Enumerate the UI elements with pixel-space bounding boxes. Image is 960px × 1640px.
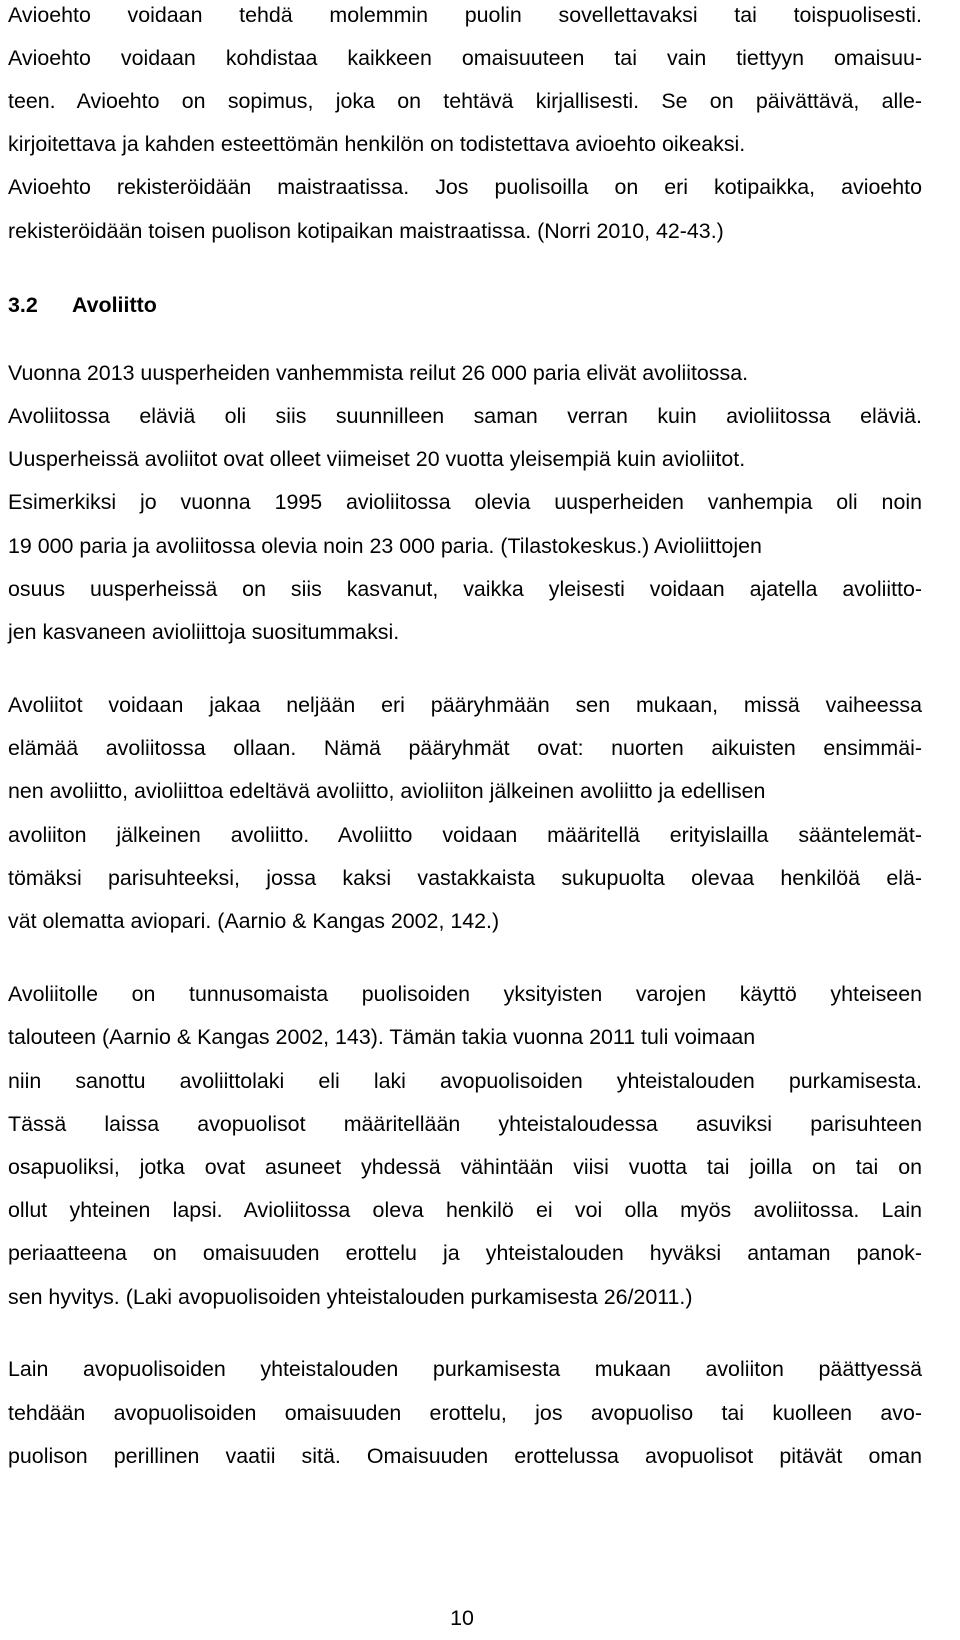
paragraph-2-line: osuus uusperheissä on siis kasvanut, vaikka yleisesti voidaan ajatella avoliitto- — [8, 577, 922, 601]
paragraph-1-line: rekisteröidään toisen puolison kotipaikan maistraatissa. (Norri 2010, 42-43.) — [8, 219, 724, 243]
paragraph-1-line: Avioehto voidaan tehdä molemmin puolin sovellettavaksi tai toispuolisesti. — [8, 3, 922, 27]
paragraph-3-line: vät olematta aviopari. (Aarnio & Kangas 2002, 142.) — [8, 909, 500, 933]
paragraph-4-line: osapuoliksi, jotka ovat asuneet yhdessä vähintään viisi vuotta tai joilla on tai on — [8, 1155, 922, 1179]
paragraph-2-line: Vuonna 2013 uusperheiden vanhemmista reilut 26 000 paria elivät avoliitossa. — [8, 361, 749, 385]
paragraph-3-line: tömäksi parisuhteeksi, jossa kaksi vastakkaista sukupuolta olevaa henkilöä elä- — [8, 866, 922, 890]
paragraph-3-line: Avoliitot voidaan jakaa neljään eri pääryhmään sen mukaan, missä vaiheessa — [8, 693, 922, 717]
paragraph-1-line: teen. Avioehto on sopimus, joka on tehtävä kirjallisesti. Se on päivättävä, alle- — [8, 89, 922, 113]
paragraph-5-line: tehdään avopuolisoiden omaisuuden erottelu, jos avopuoliso tai kuolleen avo- — [8, 1401, 922, 1425]
paragraph-5-line: Lain avopuolisoiden yhteistalouden purkamisesta mukaan avoliiton päättyessä — [8, 1357, 922, 1381]
paragraph-3-line: avoliiton jälkeinen avoliitto. Avoliitto voidaan määritellä erityislailla sääntelemät- — [8, 823, 922, 847]
paragraph-4-line: Tässä laissa avopuolisot määritellään yhteistaloudessa asuviksi parisuhteen — [8, 1112, 922, 1136]
paragraph-2-line: Uusperheissä avoliitot ovat olleet viimeiset 20 vuotta yleisempiä kuin avioliitot. — [8, 447, 746, 471]
paragraph-5-line: puolison perillinen vaatii sitä. Omaisuuden erottelussa avopuolisot pitävät oman — [8, 1444, 922, 1468]
paragraph-1-line: Avioehto voidaan kohdistaa kaikkeen omaisuuteen tai vain tiettyyn omaisuu- — [8, 46, 922, 70]
paragraph-4-line: ollut yhteinen lapsi. Avioliitossa oleva henkilö ei voi olla myös avoliitossa. Lain — [8, 1198, 922, 1222]
paragraph-3-line: nen avoliitto, avioliittoa edeltävä avoliitto, avioliiton jälkeinen avoliitto ja edellisen — [8, 779, 766, 803]
paragraph-4-line: talouteen (Aarnio & Kangas 2002, 143). Tämän takia vuonna 2011 tuli voimaan — [8, 1025, 756, 1049]
section-number: 3.2 — [8, 293, 38, 317]
paragraph-4-line: niin sanottu avoliittolaki eli laki avopuolisoiden yhteistalouden purkamisesta. — [8, 1069, 922, 1093]
paragraph-2-line: Esimerkiksi jo vuonna 1995 avioliitossa olevia uusperheiden vanhempia oli noin — [8, 490, 922, 514]
paragraph-2-line: 19 000 paria ja avoliitossa olevia noin 23 000 paria. (Tilastokeskus.) Avioliittojen — [8, 534, 762, 558]
paragraph-4-line: sen hyvitys. (Laki avopuolisoiden yhteistalouden purkamisesta 26/2011.) — [8, 1285, 693, 1309]
section-heading — [8, 290, 157, 320]
paragraph-2-line: Avoliitossa eläviä oli siis suunnilleen saman verran kuin avioliitossa eläviä. — [8, 404, 922, 428]
paragraph-2-line: jen kasvaneen avioliittoja suositummaksi. — [8, 620, 400, 644]
paragraph-1-line: kirjoitettava ja kahden esteettömän henkilön on todistettava avioehto oikeaksi. — [8, 132, 746, 156]
paragraph-4-line: Avoliitolle on tunnusomaista puolisoiden yksityisten varojen käyttö yhteiseen — [8, 982, 922, 1006]
page-number: 10 — [450, 1606, 474, 1630]
paragraph-4-line: periaatteena on omaisuuden erottelu ja yhteistalouden hyväksi antaman panok- — [8, 1241, 922, 1265]
paragraph-1-line: Avioehto rekisteröidään maistraatissa. Jos puolisoilla on eri kotipaikka, avioehto — [8, 175, 922, 199]
paragraph-3-line: elämää avoliitossa ollaan. Nämä pääryhmät ovat: nuorten aikuisten ensimmäi- — [8, 736, 922, 760]
section-title: Avoliitto — [72, 293, 157, 317]
